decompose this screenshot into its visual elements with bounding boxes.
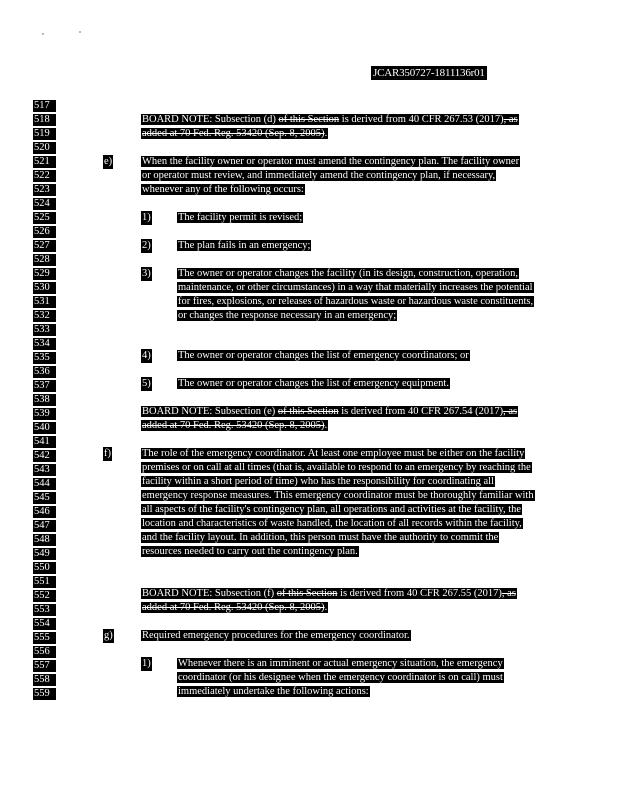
item-e2-text: The plan fails in an emergency; (178, 240, 311, 251)
line-number: 550 (33, 562, 56, 574)
item-e4-label: 4) (142, 350, 151, 361)
scan-speck (42, 33, 44, 35)
subsection-f-text: The role of the emergency coordinator. At least one employee must be either on the facility premises or on call at all times (that is, available to respond to an emergency by reaching the facility within a short period of time) who has the responsibility for coordinating all emergency response measures. This emergency coordinator must be thoroughly familiar with all aspects of the facility's contingency plan, all operations and activities at the facility, the location and characteristics of waste handled, the location of all records within the facility, and the facility layout. In addition, this person must have the authority to commit the resources needed to carry out the contingency plan. (142, 448, 534, 557)
line-number: 554 (33, 618, 56, 630)
line-number: 521 (33, 156, 56, 168)
item-e3-text: The owner or operator changes the facility (in its design, construction, operation, maintenance, or other circumstances) in a way that materially increases the potential for fires, explosions, or releases of hazardous waste or hazardous waste constituents, or changes the response necessary in an emergency; (178, 268, 534, 321)
line-number: 549 (33, 548, 56, 560)
item-e2-label: 2) (142, 240, 151, 251)
line-number: 530 (33, 282, 56, 294)
subsection-f-label: f) (104, 448, 111, 459)
line-number: 555 (33, 632, 56, 644)
line-number: 557 (33, 660, 56, 672)
subsection-e-label: e) (104, 156, 113, 167)
line-number: 537 (33, 380, 56, 392)
line-number: 532 (33, 310, 56, 322)
line-number: 524 (33, 198, 56, 210)
line-number: 558 (33, 674, 56, 686)
line-number: 522 (33, 170, 56, 182)
line-number: 542 (33, 450, 56, 462)
line-number: 519 (33, 128, 56, 140)
item-e3-label: 3) (142, 268, 151, 279)
line-number: 525 (33, 212, 56, 224)
line-number: 543 (33, 464, 56, 476)
line-number: 533 (33, 324, 56, 336)
subsection-g-label: g) (104, 630, 113, 641)
line-number: 538 (33, 394, 56, 406)
line-number: 518 (33, 114, 56, 126)
line-number: 517 (33, 100, 56, 112)
line-number: 531 (33, 296, 56, 308)
line-number: 527 (33, 240, 56, 252)
line-number: 523 (33, 184, 56, 196)
line-number: 534 (33, 338, 56, 350)
subsection-e-text: When the facility owner or operator must amend the contingency plan. The facility owner or operator must review, and immediately amend the contingency plan, if necessary, whenever any of the following occurs: (142, 156, 520, 195)
line-number: 547 (33, 520, 56, 532)
item-e5-label: 5) (142, 378, 151, 389)
scan-speck (79, 31, 81, 33)
line-number: 546 (33, 506, 56, 518)
line-number: 552 (33, 590, 56, 602)
line-number: 540 (33, 422, 56, 434)
item-e5-text: The owner or operator changes the list of emergency equipment. (178, 378, 449, 389)
document-code: JCAR350727-1811136r01 (373, 67, 485, 79)
line-number: 539 (33, 408, 56, 420)
item-e1-text: The facility permit is revised; (178, 212, 303, 223)
line-number: 536 (33, 366, 56, 378)
subsection-g-text: Required emergency procedures for the emergency coordinator. (142, 630, 410, 641)
line-number: 541 (33, 436, 56, 448)
line-number: 526 (33, 226, 56, 238)
line-number: 548 (33, 534, 56, 546)
board-note-d: BOARD NOTE: Subsection (d) of this Section is derived from 40 CFR 267.53 (2017), as added at 70 Fed. Reg. 53420 (Sep. 8, 2005). (142, 114, 518, 139)
line-number: 556 (33, 646, 56, 658)
line-number: 559 (33, 688, 56, 700)
line-number: 545 (33, 492, 56, 504)
item-e4-text: The owner or operator changes the list of emergency coordinators; or (178, 350, 469, 361)
item-g1-text: Whenever there is an imminent or actual emergency situation, the emergency coordinator (or his designee when the emergency coordinator is on call) must immediately undertake the following actions: (178, 658, 503, 697)
item-g1-label: 1) (142, 658, 151, 669)
item-e1-label: 1) (142, 212, 151, 223)
line-number: 528 (33, 254, 56, 266)
board-note-f: BOARD NOTE: Subsection (f) of this Section is derived from 40 CFR 267.55 (2017), as added at 70 Fed. Reg. 53420 (Sep. 8, 2005). (142, 588, 516, 613)
line-number: 529 (33, 268, 56, 280)
line-number: 544 (33, 478, 56, 490)
board-note-e: BOARD NOTE: Subsection (e) of this Section is derived from 40 CFR 267.54 (2017), as added at 70 Fed. Reg. 53420 (Sep. 8, 2005). (142, 406, 518, 431)
line-number: 551 (33, 576, 56, 588)
line-number: 520 (33, 142, 56, 154)
line-number: 553 (33, 604, 56, 616)
line-number: 535 (33, 352, 56, 364)
